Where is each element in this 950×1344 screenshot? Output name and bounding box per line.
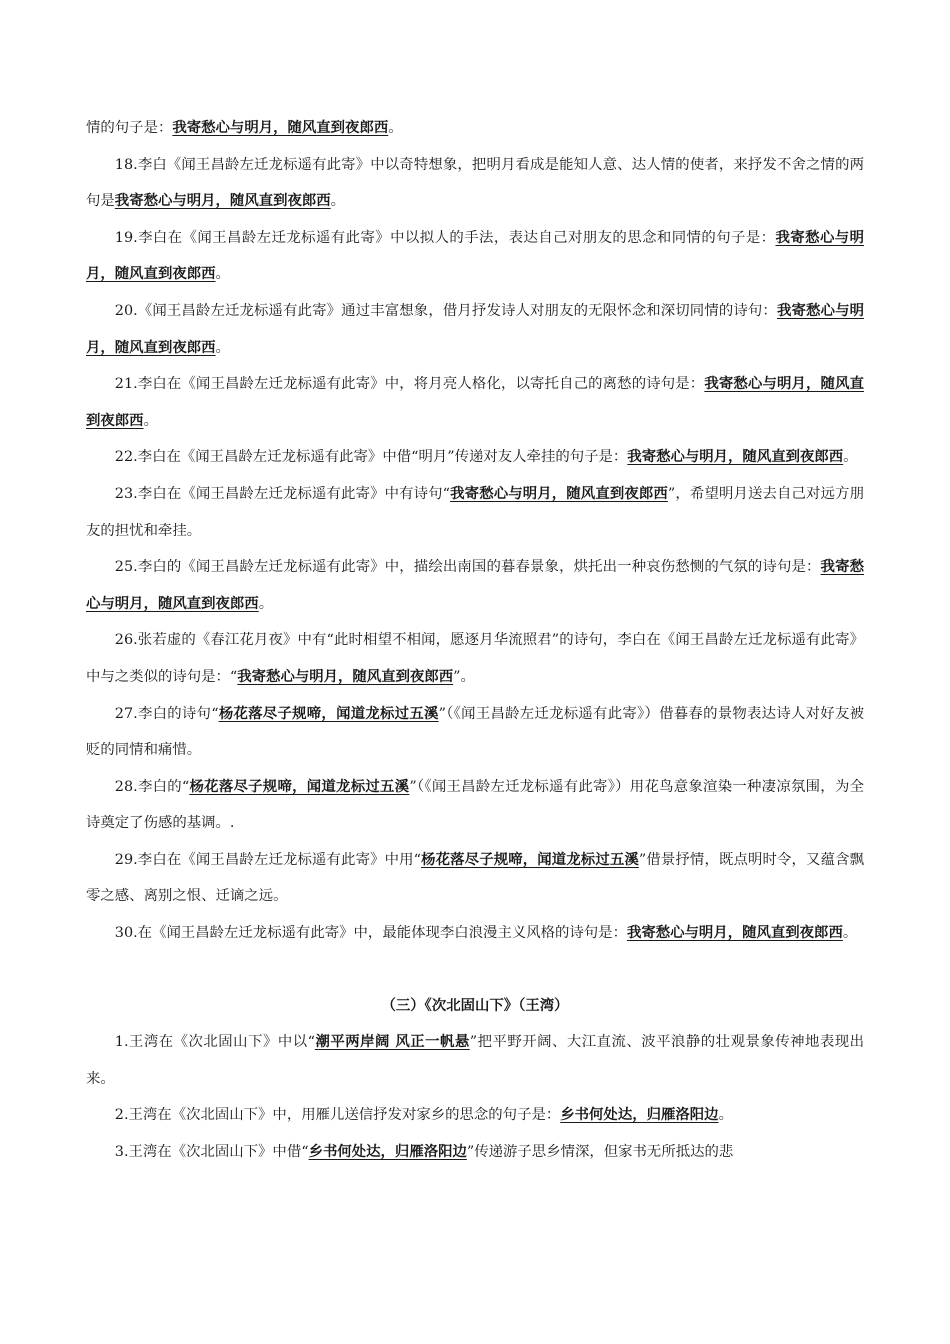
answer-text: 我寄愁心与明月，随风直到夜郎西: [627, 448, 844, 466]
question-text: 25.李白的《闻王昌龄左迁龙标遥有此寄》中，描绘出南国的暮春景象，烘托出一种哀伤愁恻的气氛的诗句是：: [114, 559, 821, 576]
question-text-tail: ”，希望明月送去自己对远方朋友的担忧和牵挂。: [86, 485, 864, 539]
question-text: 23.李白在《闻王昌龄左迁龙标遥有此寄》中有诗句“: [114, 485, 451, 502]
question-text: 28.李白的“: [114, 778, 190, 795]
question-text: 1.王湾在《次北固山下》中以“: [114, 1034, 315, 1051]
answer-text: 我寄愁心与明月，随风直到夜郎西: [86, 301, 864, 356]
question-text-tail: 。: [215, 339, 230, 356]
section-heading: （三）《次北固山下》（王湾）: [381, 996, 569, 1014]
question-text-tail: 。: [388, 120, 403, 136]
question-item: [86, 1097, 864, 1134]
answer-text: 杨花落尽子规啼，闻道龙标过五溪: [421, 850, 639, 868]
poem-question-list: [86, 110, 864, 952]
question-item: [86, 915, 864, 952]
question-text: 19.李白在《闻王昌龄左迁龙标遥有此寄》中以拟人的手法，表达自己对朋友的思念和同情的句子是：: [114, 229, 776, 246]
question-item: [86, 476, 864, 549]
question-text-tail: 。: [842, 925, 858, 942]
answer-text: 我寄愁心与明月，随风直到夜郎西: [626, 924, 843, 942]
question-text-tail: 。: [258, 595, 274, 612]
question-text-tail: ”（《闻王昌龄左迁龙标遥有此寄》）用花鸟意象渲染一种凄凉氛围，为全诗奠定了伤感的基调。.: [86, 778, 864, 832]
answer-text: 我寄愁心与明月，随风直到夜郎西: [114, 192, 331, 210]
answer-text: 杨花落尽子规啼，闻道龙标过五溪: [189, 777, 410, 795]
answer-text: 我寄愁心与明月，随风直到夜郎西: [172, 119, 389, 136]
document-page: [86, 110, 864, 1171]
question-text-tail: ”把平野开阔、大江直流、波平浪静的壮观景象传神地表现出来。: [86, 1034, 865, 1087]
answer-text: 我寄愁心与明月，随风直到夜郎西: [86, 375, 864, 429]
question-text: 30.在《闻王昌龄左迁龙标遥有此寄》中，最能体现李白浪漫主义风格的诗句是：: [114, 925, 627, 942]
answer-text: 潮平两岸阔 风正一帆悬: [314, 1033, 470, 1051]
answer-text: 杨花落尽子规啼，闻道龙标过五溪: [218, 704, 439, 722]
question-text-tail: 。: [143, 412, 158, 429]
answer-text: 我寄愁心与明月，随风直到夜郎西: [86, 228, 864, 283]
question-text: 21.李白在《闻王昌龄左迁龙标遥有此寄》中，将月亮人格化，以寄托自己的离愁的诗句是：: [114, 376, 705, 393]
question-item: [86, 110, 864, 147]
question-text-tail: ”。: [453, 668, 475, 685]
question-item: [86, 1024, 864, 1097]
answer-text: 我寄愁心与明月，随风直到夜郎西: [86, 558, 864, 612]
question-text: 20.《闻王昌龄左迁龙标遥有此寄》通过丰富想象，借月抒发诗人对朋友的无限怀念和深切同情的诗句：: [114, 302, 777, 319]
question-text: 26.张若虚的《春江花月夜》中有“此时相望不相闻，愿逐月华流照君”的诗句，李白在《闻王昌龄左迁龙标遥有此寄》中与之类似的诗句是：“: [86, 632, 864, 685]
question-text: 3.王湾在《次北固山下》中借“: [114, 1144, 309, 1161]
question-item: [86, 842, 864, 915]
answer-text: 我寄愁心与明月，随风直到夜郎西: [450, 484, 668, 502]
question-item: [86, 293, 864, 366]
question-item: [86, 147, 864, 220]
question-text-tail: 。: [330, 193, 346, 210]
question-item: [86, 549, 864, 622]
question-text-tail: 。: [215, 266, 230, 283]
section3-question-list: [86, 1024, 864, 1170]
question-text-tail: 。: [843, 449, 858, 466]
question-item: [86, 439, 864, 476]
question-text: 情的句子是：: [86, 120, 173, 136]
question-item: [86, 220, 864, 293]
question-text-tail: ”借景抒情，既点明时令，又蕴含飘零之感、离别之恨、迁谪之远。: [86, 851, 865, 905]
question-text-tail: ”传递游子思乡情深，但家书无所抵达的悲: [466, 1144, 734, 1161]
question-text-tail: ”（《闻王昌龄左迁龙标遥有此寄》）借暮春的景物表达诗人对好友被贬的同情和痛惜。: [86, 705, 864, 759]
answer-text: 乡书何处达，归雁洛阳边: [308, 1143, 467, 1161]
question-text: 2.王湾在《次北固山下》中，用雁儿送信抒发对家乡的思念的句子是：: [114, 1107, 561, 1124]
question-item: [86, 622, 864, 695]
question-item: [86, 366, 864, 439]
question-text-tail: 。: [718, 1107, 733, 1124]
question-item: [86, 696, 864, 769]
question-text: 22.李白在《闻王昌龄左迁龙标遥有此寄》中借“明月”传递对友人牵挂的句子是：: [114, 449, 628, 466]
question-text: 27.李白的诗句“: [114, 705, 219, 722]
answer-text: 乡书何处达，归雁洛阳边: [560, 1106, 719, 1124]
question-text: 18.李白《闻王昌龄左迁龙标遥有此寄》中以奇特想象，把明月看成是能知人意、达人情的使者，来抒发不舍之情的两句是: [86, 156, 864, 210]
question-text: 29.李白在《闻王昌龄左迁龙标遥有此寄》中用“: [114, 851, 421, 868]
question-item: [86, 769, 864, 842]
answer-text: 我寄愁心与明月，随风直到夜郎西: [237, 667, 454, 685]
question-item: [86, 1134, 864, 1171]
